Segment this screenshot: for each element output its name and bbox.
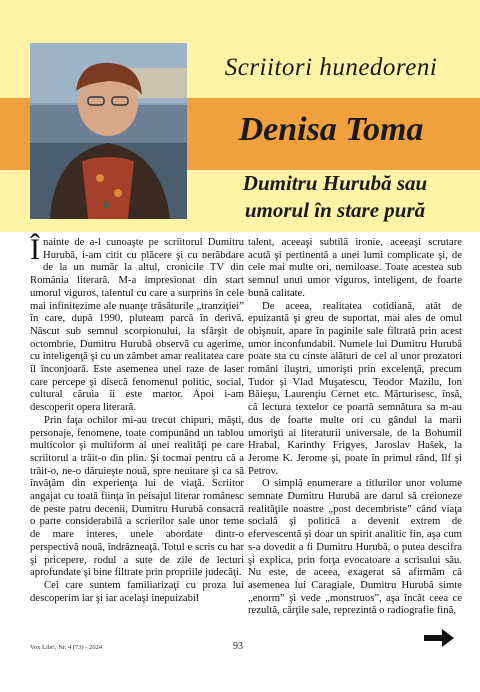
drop-cap: Î — [30, 233, 40, 266]
article-title-line: umorul în stare pură — [244, 198, 426, 222]
arrow-right-icon[interactable] — [424, 629, 454, 647]
paragraph: Cei care suntem familiarizaţi cu proza lui descoperim iar şi iar acelaşi inepuizabil — [30, 578, 244, 604]
paragraph — [30, 233, 244, 414]
paragraph: O simplă enumerare a titlurilor unor volume semnate Dumitru Hurubă are darul să creioneze realităţile noastre „post decembriste” când viaţa socială şi politică a devenit extrem de efervescentă şi doar un spirit analitic fin, aşa cum s-a dovedit a fi Dumitru Hurubă, o putea descifra şi explica, prin forţa evocatoare a scrisului său. Nu este, de aceea, exagerat să afirmăm că asemenea lui Caragiale, Dumitru Hurubă simte „enorm” şi vede „monstruos”, aşa încât ceea ce rezultă, cărţile sale, reprezintă o radiografie fină, — [248, 477, 462, 617]
paragraph: De aceea, realitatea cotidiană, atât de epuizantă şi greu de suportat, mai ales de omul obişnuit, apare în paginile sale filtrată prin acest umor inconfundabil. Numele lui Dumitru Hurubă poate sta cu cinste alături de cel al unor prozatori români iluştri, umorişti prin excelenţă, precum Tudor şi Vlad Muşatescu, Teodor Mazilu, Ion Băieşu, Laurenţiu Cernet etc. Mărturisesc, însă, că lectura textelor ce poartă semnătura sa m-au dus de foarte multe ori cu gândul la marii umorişti ai literaturii universale, de la Bohumil Hrabal, Karinthy Frigyes, Jaroslav Hašek, la Jerome K. Jerome şi, poate în primul rând, Ilf şi Petrov. — [248, 299, 462, 477]
article-column-right — [248, 236, 462, 617]
article-title — [205, 170, 465, 224]
author-photo — [30, 43, 187, 219]
section-title: Scriitori hunedoreni — [224, 54, 438, 81]
paragraph: Prin faţa ochilor mi-au trecut chipuri, măşti, personaje, fenomene, toate compunând un tablou multicolor şi multiform al unei realităţi pe care scriitorul a trăit-o din plin. Şi tocmai pentru că a trăit-o, ne-o dăruieşte nouă, spre neuitare şi ca să învăţăm din experienţa lui de viaţă. Scriitor angajat cu toată fiinţa în peisajul literar românesc de peste patru decenii, Dumitru Hurubă consacră o parte considerabilă a scrierilor sale unor teme de mare interes, unele abordate dintr-o perspectivă nouă, îndrăzneaţă. Totul e scris cu har şi pricepere, rodul a sute de zile de lecturi aprofundate şi bine filtrate prin propriile judecăţi. — [30, 413, 244, 579]
journal-footer: Vox Libri, Nr. 4 (73) - 2024 — [30, 644, 103, 651]
paragraph: talent, aceeaşi subtilă ironie, aceeaşi scrutare acută şi pertinentă a unei lumi complicate şi, de cele mai multe ori, nemiloase. Toate acestea sub semnul unui umor viguros, inteligent, de foarte bună calitate. — [248, 236, 462, 299]
article-title-line: Dumitru Hurubă sau — [242, 171, 428, 195]
author-name: Denisa Toma — [238, 111, 424, 148]
page-number: 93 — [233, 641, 243, 652]
paragraph-text: nainte de a-l cunoaşte pe scriitorul Dumitru Hurubă, i-am citit cu plăcere şi cu nerăbdare de la un număr la altul, cronicile TV din România literară. M-a impresionat din start umorul viguros, talentul cu care a surprins în cele mai infinitezime ale nuanţe trăsăturile „tranziţiei” în care, după 1990, pluteam parcă în derivă. Născut sub semnul scorpionului, la sfârşit de octombrie, Dumitru Hurubă observă cu agerime, cu inteligenţă şi cu un zâmbet amar realitatea care îl înconjoară. Este asemenea unei raze de laser care percepe şi disecă fenomenul politic, social, cultural căruia îi este martor. Apoi i-am descoperit opera literară. — [30, 236, 244, 414]
article-column-left — [30, 233, 244, 604]
